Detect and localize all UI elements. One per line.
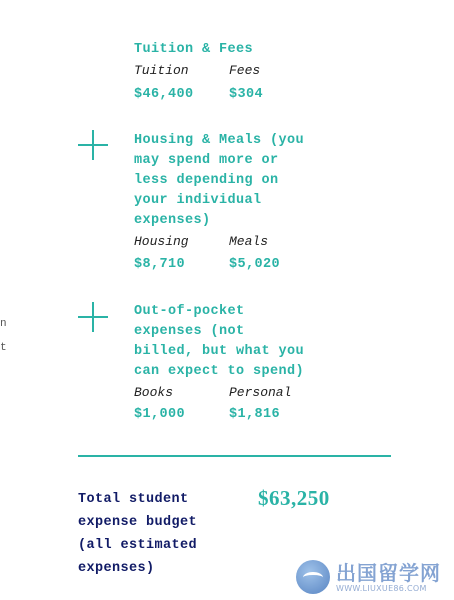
watermark-name: 出国留学网 [336,560,441,585]
amount-housing: $8,710 [134,257,186,272]
amount-meals: $5,020 [229,257,281,272]
label-personal: Personal [229,385,292,400]
section-divider [78,455,391,457]
section-title-housing-meals: Housing & Meals (you may spend more or less depending on your individual expenses) [134,133,305,228]
amount-tuition: $46,400 [134,87,194,102]
amount-fees: $304 [229,87,264,102]
label-housing: Housing [134,234,189,249]
plus-icon [78,130,108,160]
plus-icon [78,302,108,332]
edge-text-fragment: t [0,342,7,354]
total-amount: $63,250 [258,486,330,510]
watermark-text [336,562,441,593]
watermark-url: WWW.LIUXUE86.COM [336,583,427,593]
amount-personal: $1,816 [229,407,281,422]
total-label: Total student expense budget (all estimated expenses) [78,492,198,576]
section-title-out-of-pocket: Out-of-pocket expenses (not billed, but what you can expect to spend) [134,304,305,379]
watermark-logo [296,560,441,594]
logo-icon [296,560,330,594]
label-tuition: Tuition [134,63,189,78]
label-fees: Fees [229,63,261,78]
amount-books: $1,000 [134,407,186,422]
label-books: Books [134,385,174,400]
section-title-tuition-fees: Tuition & Fees [134,42,254,57]
label-meals: Meals [229,234,269,249]
edge-text-fragment: n [0,318,7,330]
